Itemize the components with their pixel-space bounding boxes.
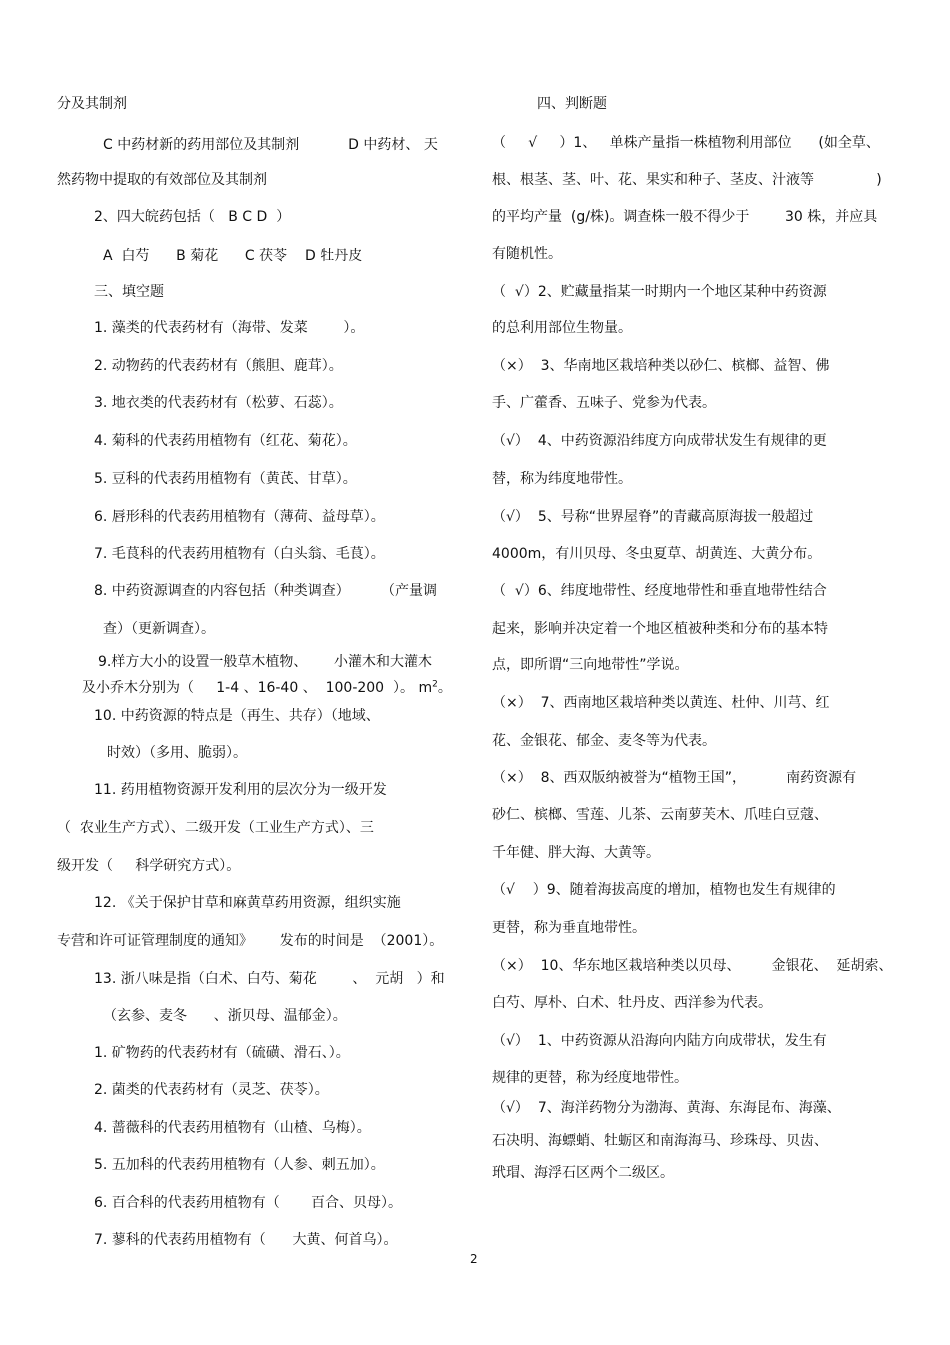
right-line-6: （ √）2、贮藏量指某一时期内一个地区某种中药资源 (492, 284, 827, 300)
left-line-24: 专营和许可证管理制度的通知》 发布的时间是 （2001）。 (57, 933, 444, 949)
left-line-15: 查）（更新调查）。 (103, 621, 215, 637)
left-line-7: 1. 藻类的代表药材有（海带、发菜 ）。 (94, 320, 365, 336)
right-line-16: 点，即所谓“三向地带性”学说。 (492, 657, 689, 673)
right-line-12: （√） 5、号称“世界屋脊”的青藏高原海拔一般超过 (492, 509, 814, 525)
right-line-23: 更替，称为垂直地带性。 (492, 920, 646, 936)
right-line-17: （×） 7、西南地区栽培种类以黄连、杜仲、川芎、红 (492, 695, 830, 711)
right-line-7: 的总利用部位生物量。 (492, 320, 632, 336)
right-line-29: 石决明、海螵蛸、牡蛎区和南海海马、珍珠母、贝齿、 (492, 1133, 828, 1149)
left-line-2: C 中药材新的药用部位及其制剂 D 中药材、 天 (103, 137, 438, 153)
left-line-1: 分及其制剂 (57, 96, 127, 112)
left-line-28: 2. 菌类的代表药材有（灵芝、茯苓）。 (94, 1082, 329, 1098)
left-line-10: 4. 菊科的代表药用植物有（红花、菊花）。 (94, 433, 357, 449)
left-line-17-end: 。 (437, 680, 452, 696)
right-line-28: （√） 7、海洋药物分为渤海、黄海、东海昆布、海藻、 (492, 1100, 841, 1116)
right-line-3: 根、根茎、茎、叶、花、果实和种子、茎皮、汁液等 ) (492, 172, 882, 188)
right-line-9: 手、广藿香、五味子、党参为代表。 (492, 395, 716, 411)
left-line-3: 然药物中提取的有效部位及其制剂 (57, 172, 267, 188)
left-line-27: 1. 矿物药的代表药材有（硫磺、滑石、）。 (94, 1045, 350, 1061)
right-line-24: （×） 10、华东地区栽培种类以贝母、 金银花、 延胡索、 (492, 958, 893, 974)
left-line-9: 3. 地衣类的代表药材有（松萝、石蕊）。 (94, 395, 343, 411)
right-line-8: （×） 3、华南地区栽培种类以砂仁、槟榔、益智、佛 (492, 358, 830, 374)
left-line-17-text: 及小乔木分别为（ 1-4 、16-40 、 100-200 ）。 m (82, 680, 433, 696)
left-line-12: 6. 唇形科的代表药用植物有（薄荷、益母草）。 (94, 509, 385, 525)
left-line-31: 6. 百合科的代表药用植物有（ 百合、贝母）。 (94, 1195, 402, 1211)
left-line-5: A 白芍 B 菊花 C 茯苓 D 牡丹皮 (103, 248, 363, 264)
left-line-17 (82, 678, 452, 698)
right-line-26: （√） 1、中药资源从沿海向内陆方向成带状，发生有 (492, 1033, 827, 1049)
right-line-19: （×） 8、西双版纳被誉为“植物王国”， 南药资源有 (492, 770, 857, 786)
left-line-21: （ 农业生产方式）、二级开发（工业生产方式）、三 (57, 820, 374, 836)
right-line-2: （ √ ）1、 单株产量指一株植物利用部位 (如全草、 (492, 135, 880, 151)
left-line-23: 12. 《关于保护甘草和麻黄草药用资源，组织实施 (94, 895, 401, 911)
section-title-true-false: 四、判断题 (537, 96, 607, 112)
left-line-14: 8. 中药资源调查的内容包括（种类调查） （产量调 (94, 583, 437, 599)
left-line-29: 4. 蔷薇科的代表药用植物有（山楂、乌梅）。 (94, 1120, 371, 1136)
right-line-21: 千年健、胖大海、大黄等。 (492, 845, 660, 861)
left-line-4: 2、四大皖药包括（ B C D ） (94, 209, 291, 225)
left-line-19: 时效）（多用、脆弱）。 (107, 745, 247, 761)
left-line-13: 7. 毛茛科的代表药用植物有（白头翁、毛茛）。 (94, 546, 385, 562)
right-line-22: （√ ）9、随着海拔高度的增加，植物也发生有规律的 (492, 882, 836, 898)
left-line-18: 10. 中药资源的特点是（再生、共存）（地域、 (94, 708, 380, 724)
section-title-fill-blank: 三、填空题 (94, 284, 164, 300)
right-line-30: 玳瑁、海浮石区两个二级区。 (492, 1165, 674, 1181)
right-line-5: 有随机性。 (492, 246, 562, 262)
left-line-32: 7. 蓼科的代表药用植物有（ 大黄、何首乌）。 (94, 1232, 398, 1248)
left-line-22: 级开发（ 科学研究方式）。 (57, 858, 241, 874)
right-line-15: 起来，影响并决定着一个地区植被种类和分布的基本特 (492, 621, 828, 637)
right-line-13: 4000m，有川贝母、冬虫夏草、胡黄连、大黄分布。 (492, 546, 822, 562)
left-line-25: 13. 浙八味是指（白术、白芍、菊花 、 元胡 ）和 (94, 971, 445, 987)
right-line-4: 的平均产量 (g/株)。调查株一般不得少于 30 株，并应具 (492, 209, 878, 225)
left-line-8: 2. 动物药的代表药材有（熊胆、鹿茸）。 (94, 358, 343, 374)
right-line-20: 砂仁、槟榔、雪莲、儿茶、云南萝芙木、爪哇白豆蔻、 (492, 807, 828, 823)
right-line-14: （ √）6、纬度地带性、经度地带性和垂直地带性结合 (492, 583, 827, 599)
right-line-11: 替，称为纬度地带性。 (492, 471, 632, 487)
left-line-11: 5. 豆科的代表药用植物有（黄芪、甘草）。 (94, 471, 357, 487)
left-line-26: （玄参、麦冬 、浙贝母、温郁金）。 (103, 1008, 347, 1024)
right-line-27: 规律的更替，称为经度地带性。 (492, 1070, 688, 1086)
left-line-30: 5. 五加科的代表药用植物有（人参、刺五加）。 (94, 1157, 385, 1173)
superscript-2: 2 (432, 679, 438, 690)
right-line-10: （√） 4、中药资源沿纬度方向成带状发生有规律的更 (492, 433, 827, 449)
page-number: 2 (470, 1252, 478, 1266)
left-line-20: 11. 药用植物资源开发利用的层次分为一级开发 (94, 782, 387, 798)
right-line-25: 白芍、厚朴、白术、牡丹皮、西洋参为代表。 (492, 995, 772, 1011)
left-line-16: 9.样方大小的设置一般草木植物、 小灌木和大灌木 (98, 654, 433, 670)
right-line-18: 花、金银花、郁金、麦冬等为代表。 (492, 733, 716, 749)
